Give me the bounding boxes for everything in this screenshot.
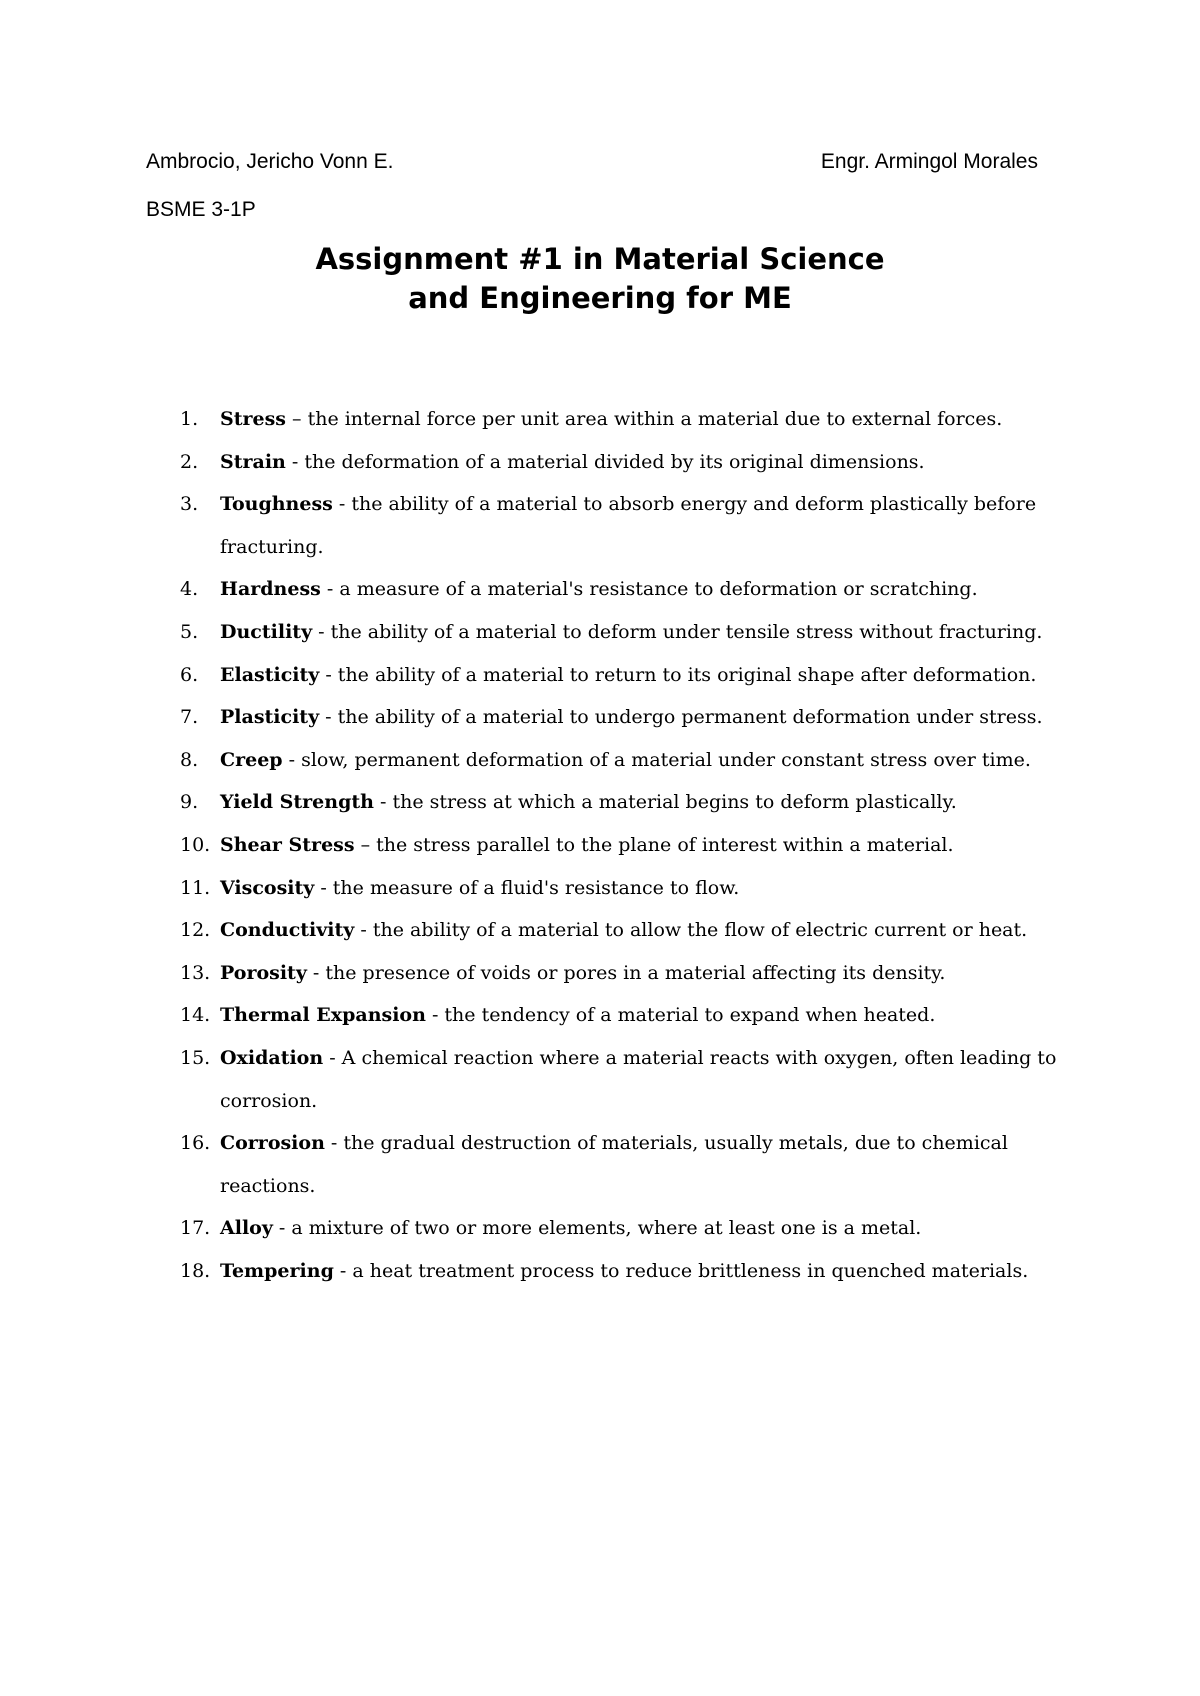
definition-text: - the ability of a material to absorb energy and deform plastically before fracturing.	[220, 493, 1037, 558]
definition-term: Creep	[220, 748, 283, 771]
definition-item	[170, 1207, 1070, 1250]
definition-number: 2.	[180, 450, 199, 473]
definition-text: – the internal force per unit area within a material due to external forces.	[286, 408, 1003, 430]
definition-item	[170, 654, 1070, 697]
definition-item	[170, 781, 1070, 824]
definition-number: 17.	[180, 1217, 211, 1240]
definition-term: Plasticity	[220, 706, 320, 729]
definition-term: Conductivity	[220, 919, 355, 942]
definition-number: 9.	[180, 791, 199, 814]
definition-term: Yield Strength	[220, 791, 374, 814]
definition-term: Shear Stress	[220, 833, 355, 856]
definition-text: - a heat treatment process to reduce brittleness in quenched materials.	[333, 1259, 1029, 1282]
definition-item	[170, 696, 1070, 739]
title-line-2: and Engineering for ME	[408, 281, 792, 315]
definition-item	[170, 952, 1070, 995]
definition-text: - the stress at which a material begins to deform plastically.	[373, 791, 957, 814]
definition-item	[170, 867, 1070, 910]
definition-text: - the ability of a material to undergo permanent deformation under stress.	[319, 706, 1043, 729]
definition-text: - slow, permanent deformation of a material under constant stress over time.	[282, 748, 1031, 771]
definition-item	[170, 1250, 1070, 1293]
instructor-name: Engr. Armingol Morales	[820, 150, 1038, 173]
definition-text: - A chemical reaction where a material reacts with oxygen, often leading to corrosion.	[220, 1046, 1057, 1112]
definition-term: Stress	[220, 408, 286, 430]
definition-number: 8.	[180, 748, 199, 771]
definition-text: - the ability of a material to return to its original shape after deformation.	[319, 663, 1037, 686]
definition-number: 15.	[180, 1046, 211, 1069]
definition-item	[170, 441, 1070, 484]
title-line-1: Assignment #1 in Material Science	[315, 242, 885, 276]
definition-text: - the measure of a fluid's resistance to flow.	[314, 876, 740, 899]
definition-item	[170, 1122, 1070, 1207]
definition-item	[170, 909, 1070, 952]
header-row	[146, 148, 1038, 176]
definition-term: Oxidation	[220, 1046, 324, 1069]
definition-term: Porosity	[220, 961, 307, 984]
definition-text: - the tendency of a material to expand when heated.	[425, 1004, 936, 1027]
definition-term: Alloy	[220, 1217, 273, 1240]
definition-term: Thermal Expansion	[220, 1004, 426, 1027]
definition-text: - the gradual destruction of materials, usually metals, due to chemical reactions.	[220, 1132, 1008, 1197]
definition-text: - a mixture of two or more elements, where at least one is a metal.	[272, 1217, 922, 1240]
definition-number: 1.	[180, 408, 199, 430]
definition-number: 18.	[180, 1259, 211, 1282]
definition-item	[170, 1037, 1070, 1122]
page-title	[0, 240, 1200, 318]
definition-text: – the stress parallel to the plane of interest within a material.	[354, 833, 954, 856]
student-section: BSME 3-1P	[146, 198, 256, 221]
definition-item	[170, 568, 1070, 611]
definition-number: 7.	[180, 706, 199, 729]
definition-number: 6.	[180, 663, 199, 686]
definition-term: Ductility	[220, 620, 313, 643]
definition-number: 13.	[180, 961, 211, 984]
definition-item	[170, 994, 1070, 1037]
definition-term: Viscosity	[220, 876, 315, 899]
definition-number: 14.	[180, 1004, 211, 1027]
definition-text: - the ability of a material to deform under tensile stress without fracturing.	[312, 620, 1043, 643]
definition-text: - the deformation of a material divided by its original dimensions.	[285, 450, 925, 473]
definition-term: Toughness	[220, 493, 333, 516]
definition-list	[170, 398, 1070, 1292]
definition-term: Strain	[220, 450, 286, 473]
definition-item	[170, 398, 1070, 441]
definition-term: Hardness	[220, 578, 321, 601]
definition-number: 10.	[180, 833, 211, 856]
definition-number: 4.	[180, 578, 199, 601]
definition-number: 16.	[180, 1132, 211, 1155]
definition-text: - a measure of a material's resistance to deformation or scratching.	[320, 578, 978, 601]
definition-number: 3.	[180, 493, 199, 516]
definition-item	[170, 483, 1070, 568]
definition-number: 5.	[180, 620, 199, 643]
definition-term: Elasticity	[220, 663, 320, 686]
definition-term: Tempering	[220, 1259, 334, 1282]
definition-term: Corrosion	[220, 1132, 325, 1155]
definition-text: - the presence of voids or pores in a material affecting its density.	[306, 961, 946, 984]
definition-item	[170, 824, 1070, 867]
student-name: Ambrocio, Jericho Vonn E.	[146, 150, 394, 173]
definition-number: 12.	[180, 919, 211, 942]
definition-number: 11.	[180, 876, 211, 899]
definition-text: - the ability of a material to allow the flow of electric current or heat.	[354, 919, 1028, 942]
definition-item	[170, 611, 1070, 654]
definition-item	[170, 739, 1070, 782]
